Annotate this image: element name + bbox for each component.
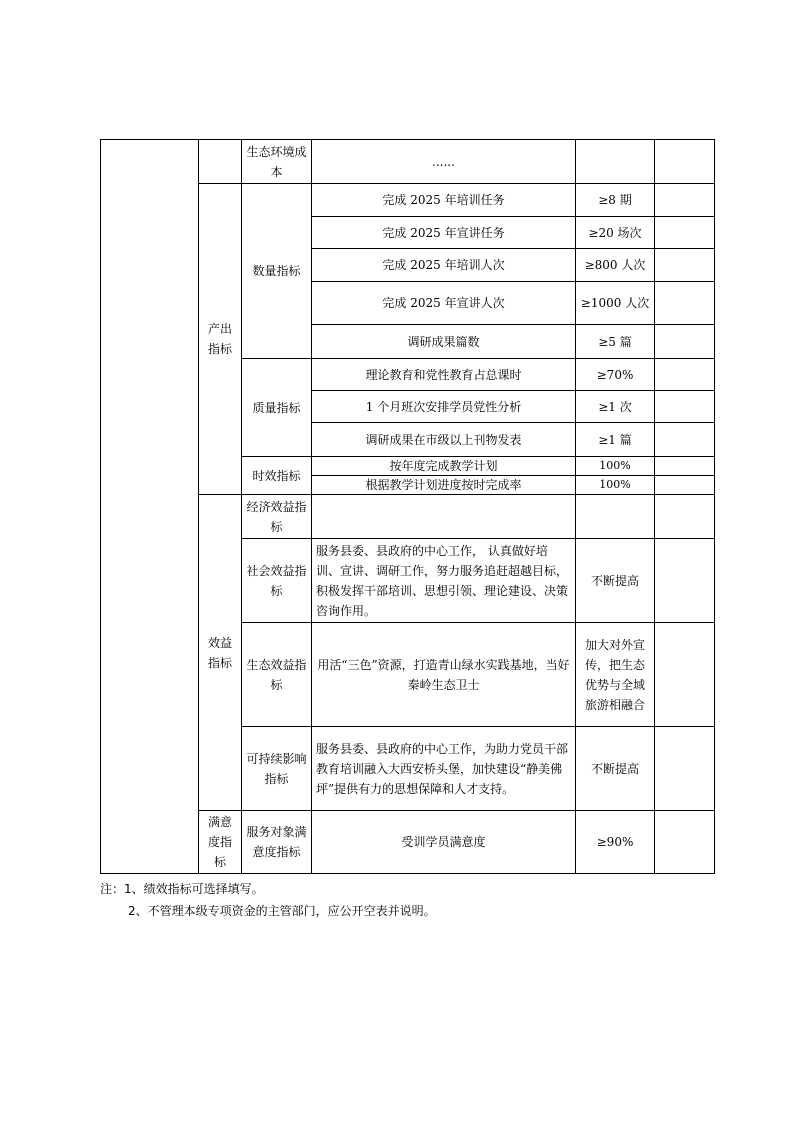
remark-cell — [655, 391, 715, 423]
sub-indicator-label: 经济效益指标 — [242, 495, 312, 539]
indicator-value — [576, 140, 655, 184]
indicator-content: 服务县委、县政府的中心工作，为助力党员干部教育培训融入大西安桥头堡，加快建设“静美佛坪”提供有力的思想保障和人才支持。 — [312, 727, 576, 811]
sub-indicator-label: 可持续影响指标 — [242, 727, 312, 811]
indicator-value: ≥800 人次 — [576, 249, 655, 282]
indicator-value: 不断提高 — [576, 727, 655, 811]
sub-indicator-label: 社会效益指标 — [242, 539, 312, 623]
remark-cell — [655, 359, 715, 391]
sub-indicator-label: 服务对象满意度指标 — [242, 811, 312, 874]
sub-indicator-label: 生态环境成本 — [242, 140, 312, 184]
sub-indicator-label: 生态效益指标 — [242, 623, 312, 727]
indicator-content: 完成 2025 年宣讲任务 — [312, 217, 576, 249]
indicator-content: 理论教育和党性教育占总课时 — [312, 359, 576, 391]
remark-cell — [655, 811, 715, 874]
remark-cell — [655, 539, 715, 623]
footnote-2: 2、不管理本级专项资金的主管部门，应公开空表并说明。 — [128, 904, 436, 918]
indicator-value: ≥90% — [576, 811, 655, 874]
remark-cell — [655, 282, 715, 325]
indicator-value: 100% — [576, 457, 655, 476]
category-label: 产出指标 — [199, 184, 242, 495]
indicator-value: ≥20 场次 — [576, 217, 655, 249]
indicator-content: ...... — [312, 140, 576, 184]
indicator-value: ≥1 篇 — [576, 423, 655, 457]
sub-indicator-label: 质量指标 — [242, 359, 312, 457]
indicator-value: ≥1 次 — [576, 391, 655, 423]
indicator-value: 100% — [576, 476, 655, 495]
indicator-content: 调研成果在市级以上刊物发表 — [312, 423, 576, 457]
remark-cell — [655, 140, 715, 184]
sub-indicator-label: 时效指标 — [242, 457, 312, 495]
first-column-cell — [101, 140, 199, 874]
footnote-1: 注：1、绩效指标可选择填写。 — [100, 882, 264, 896]
table-row — [101, 140, 715, 184]
remark-cell — [655, 727, 715, 811]
indicator-content: 根据教学计划进度按时完成率 — [312, 476, 576, 495]
category-cell — [199, 140, 242, 184]
indicator-content: 服务县委、县政府的中心工作， 认真做好培训、宣讲、调研工作，努力服务追赶超越目标，积极发挥干部培训、思想引领、理论建设、决策咨询作用。 — [312, 539, 576, 623]
indicator-value — [576, 495, 655, 539]
indicator-value: ≥70% — [576, 359, 655, 391]
indicator-content: 用活“三色”资源，打造青山绿水实践基地，当好秦岭生态卫士 — [312, 623, 576, 727]
sub-indicator-label: 数量指标 — [242, 184, 312, 359]
indicator-content: 调研成果篇数 — [312, 325, 576, 359]
indicator-content: 完成 2025 年培训人次 — [312, 249, 576, 282]
indicator-content: 按年度完成教学计划 — [312, 457, 576, 476]
remark-cell — [655, 217, 715, 249]
remark-cell — [655, 423, 715, 457]
category-label: 效益指标 — [199, 495, 242, 811]
indicator-content: 受训学员满意度 — [312, 811, 576, 874]
footnotes — [100, 878, 436, 922]
remark-cell — [655, 623, 715, 727]
indicator-content: 1 个月班次安排学员党性分析 — [312, 391, 576, 423]
remark-cell — [655, 495, 715, 539]
remark-cell — [655, 184, 715, 217]
remark-cell — [655, 457, 715, 476]
indicator-value: ≥1000 人次 — [576, 282, 655, 325]
remark-cell — [655, 249, 715, 282]
indicator-content: 完成 2025 年宣讲人次 — [312, 282, 576, 325]
indicator-value: 不断提高 — [576, 539, 655, 623]
indicator-content: 完成 2025 年培训任务 — [312, 184, 576, 217]
indicator-value: ≥5 篇 — [576, 325, 655, 359]
indicator-content — [312, 495, 576, 539]
indicator-value: ≥8 期 — [576, 184, 655, 217]
indicator-value: 加大对外宣传，把生态优势与全域旅游相融合 — [576, 623, 655, 727]
remark-cell — [655, 325, 715, 359]
category-label: 满意度指标 — [199, 811, 242, 874]
remark-cell — [655, 476, 715, 495]
performance-table — [100, 139, 715, 874]
